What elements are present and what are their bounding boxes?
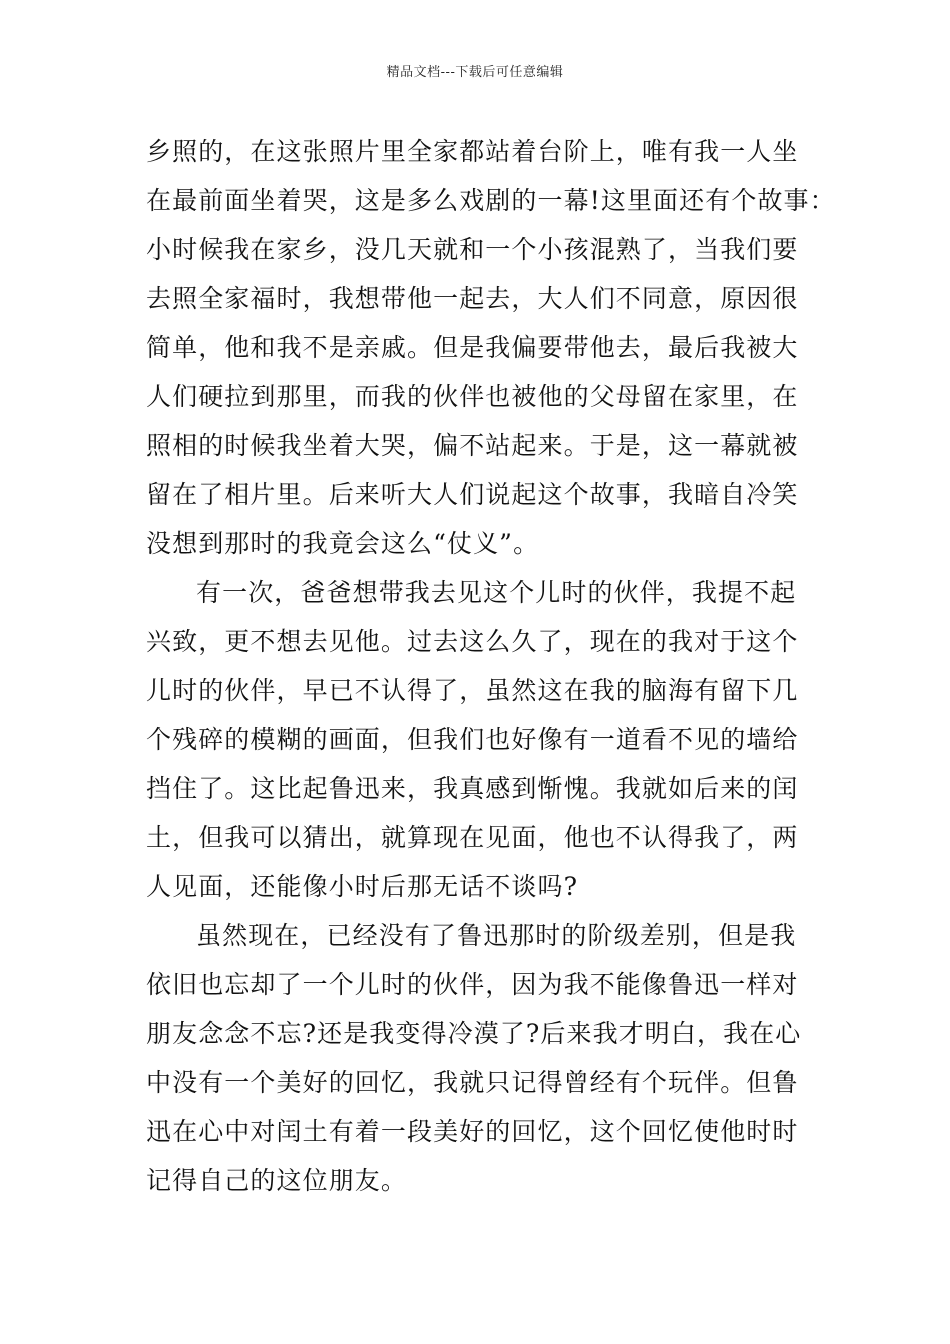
text-line: 个残碎的模糊的画面，但我们也好像有一道看不见的墙给 (146, 725, 799, 754)
text-line: 简单，他和我不是亲戚。但是我偏要带他去，最后我被大 (146, 333, 799, 362)
text-line: 没想到那时的我竟会这么“仗义”。 (146, 529, 540, 558)
text-line: 土，但我可以猜出，就算现在见面，他也不认得我了，两 (146, 823, 799, 852)
text-line: 有一次，爸爸想带我去见这个儿时的伙伴，我提不起 (196, 578, 797, 607)
text-line: 中没有一个美好的回忆，我就只记得曾经有个玩伴。但鲁 (146, 1068, 799, 1097)
text-line: 乡照的，在这张照片里全家都站着台阶上，唯有我一人坐 (146, 137, 799, 166)
text-line: 人见面，还能像小时后那无话不谈吗? (146, 872, 579, 901)
text-line: 留在了相片里。后来听大人们说起这个故事，我暗自冷笑 (146, 480, 799, 509)
text-line: 记得自己的这位朋友。 (146, 1166, 408, 1195)
text-line: 儿时的伙伴，早已不认得了，虽然这在我的脑海有留下几 (146, 676, 799, 705)
page-header: 精品文档---下载后可任意编辑 (386, 65, 564, 80)
text-line: 挡住了。这比起鲁迅来，我真感到惭愧。我就如后来的闰 (146, 774, 799, 803)
text-line: 兴致，更不想去见他。过去这么久了，现在的我对于这个 (146, 627, 799, 656)
text-line: 小时候我在家乡，没几天就和一个小孩混熟了，当我们要 (146, 235, 799, 264)
text-line: 迅在心中对闰土有着一段美好的回忆，这个回忆使他时时 (146, 1117, 799, 1146)
text-line: 虽然现在，已经没有了鲁迅那时的阶级差别，但是我 (196, 921, 797, 950)
text-line: 在最前面坐着哭，这是多么戏剧的一幕!这里面还有个故事： (146, 186, 836, 215)
text-line: 人们硬拉到那里，而我的伙伴也被他的父母留在家里，在 (146, 382, 799, 411)
text-line: 去照全家福时，我想带他一起去，大人们不同意，原因很 (146, 284, 799, 313)
text-line: 朋友念念不忘?还是我变得冷漠了?后来我才明白，我在心 (146, 1019, 802, 1048)
body-text (146, 127, 836, 1205)
text-line: 依旧也忘却了一个儿时的伙伴，因为我不能像鲁迅一样对 (146, 970, 799, 999)
text-line: 照相的时候我坐着大哭，偏不站起来。于是，这一幕就被 (146, 431, 799, 460)
